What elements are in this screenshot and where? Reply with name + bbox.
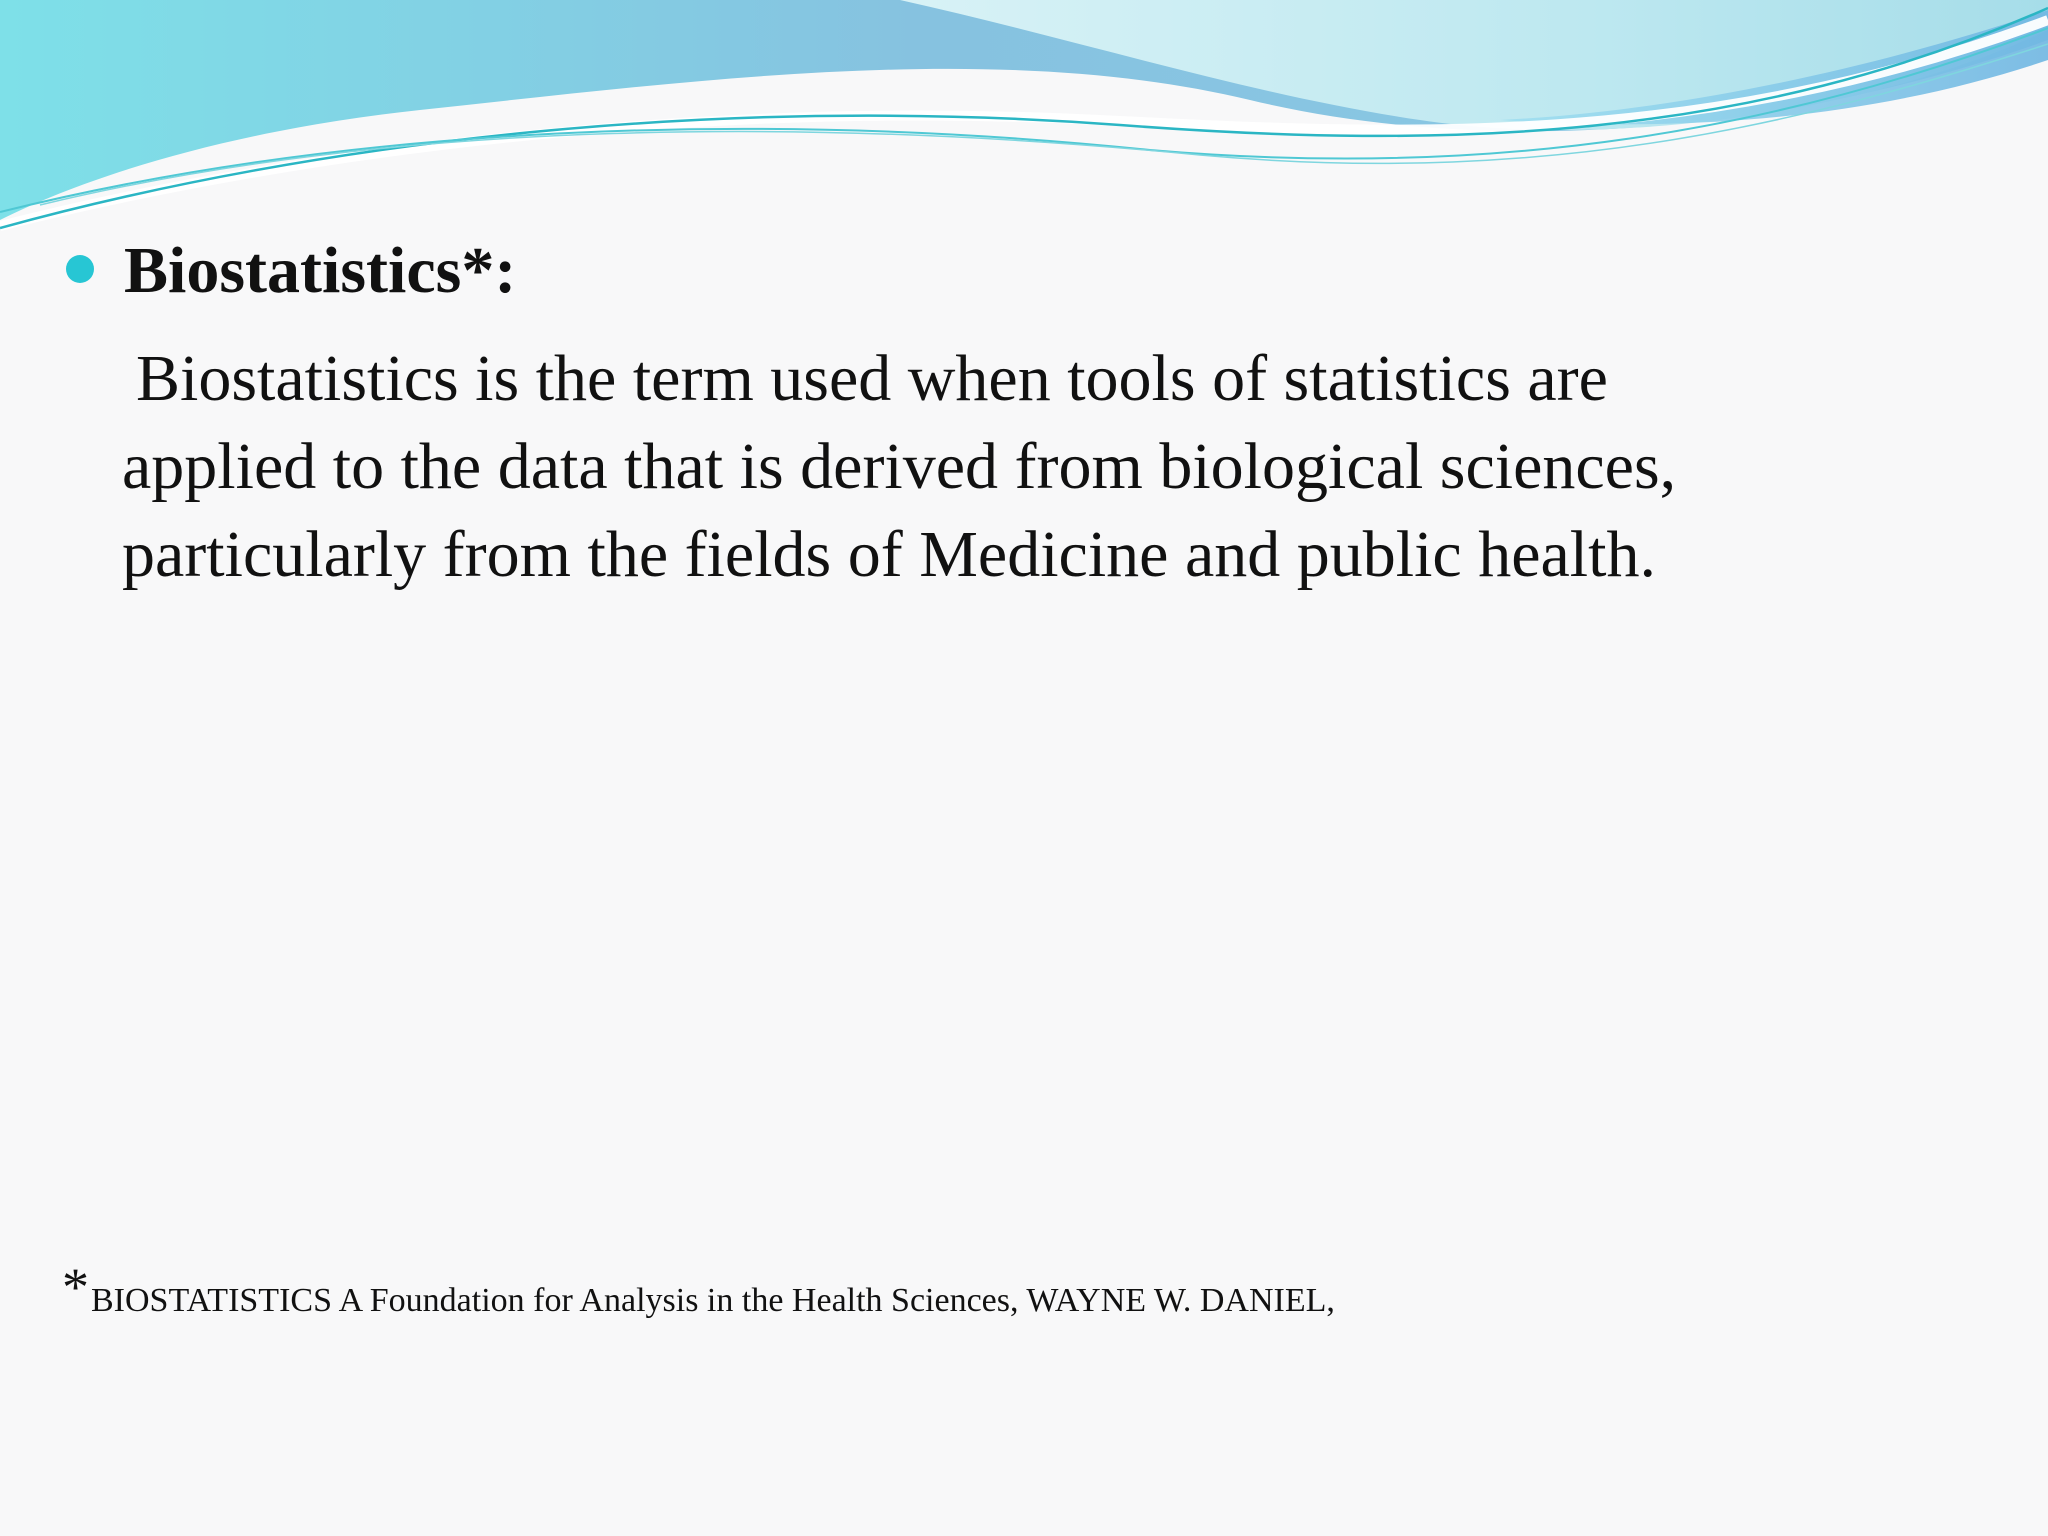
definition-paragraph (122, 335, 1922, 599)
footnote-marker: * (62, 1257, 89, 1317)
slide-heading: Biostatistics*: (124, 234, 517, 307)
bullet-dot-icon (66, 255, 94, 283)
footnote-citation (62, 1257, 1335, 1319)
footnote-text: BIOSTATISTICS A Foundation for Analysis in the Health Sciences, WAYNE W. DANIEL, (91, 1282, 1335, 1319)
definition-line: applied to the data that is derived from biological sciences, (122, 430, 1677, 503)
definition-line: Biostatistics is the term used when tools of statistics are (136, 342, 1608, 415)
bullet-heading-row (66, 232, 516, 310)
definition-line: particularly from the fields of Medicine and public health. (122, 518, 1656, 591)
